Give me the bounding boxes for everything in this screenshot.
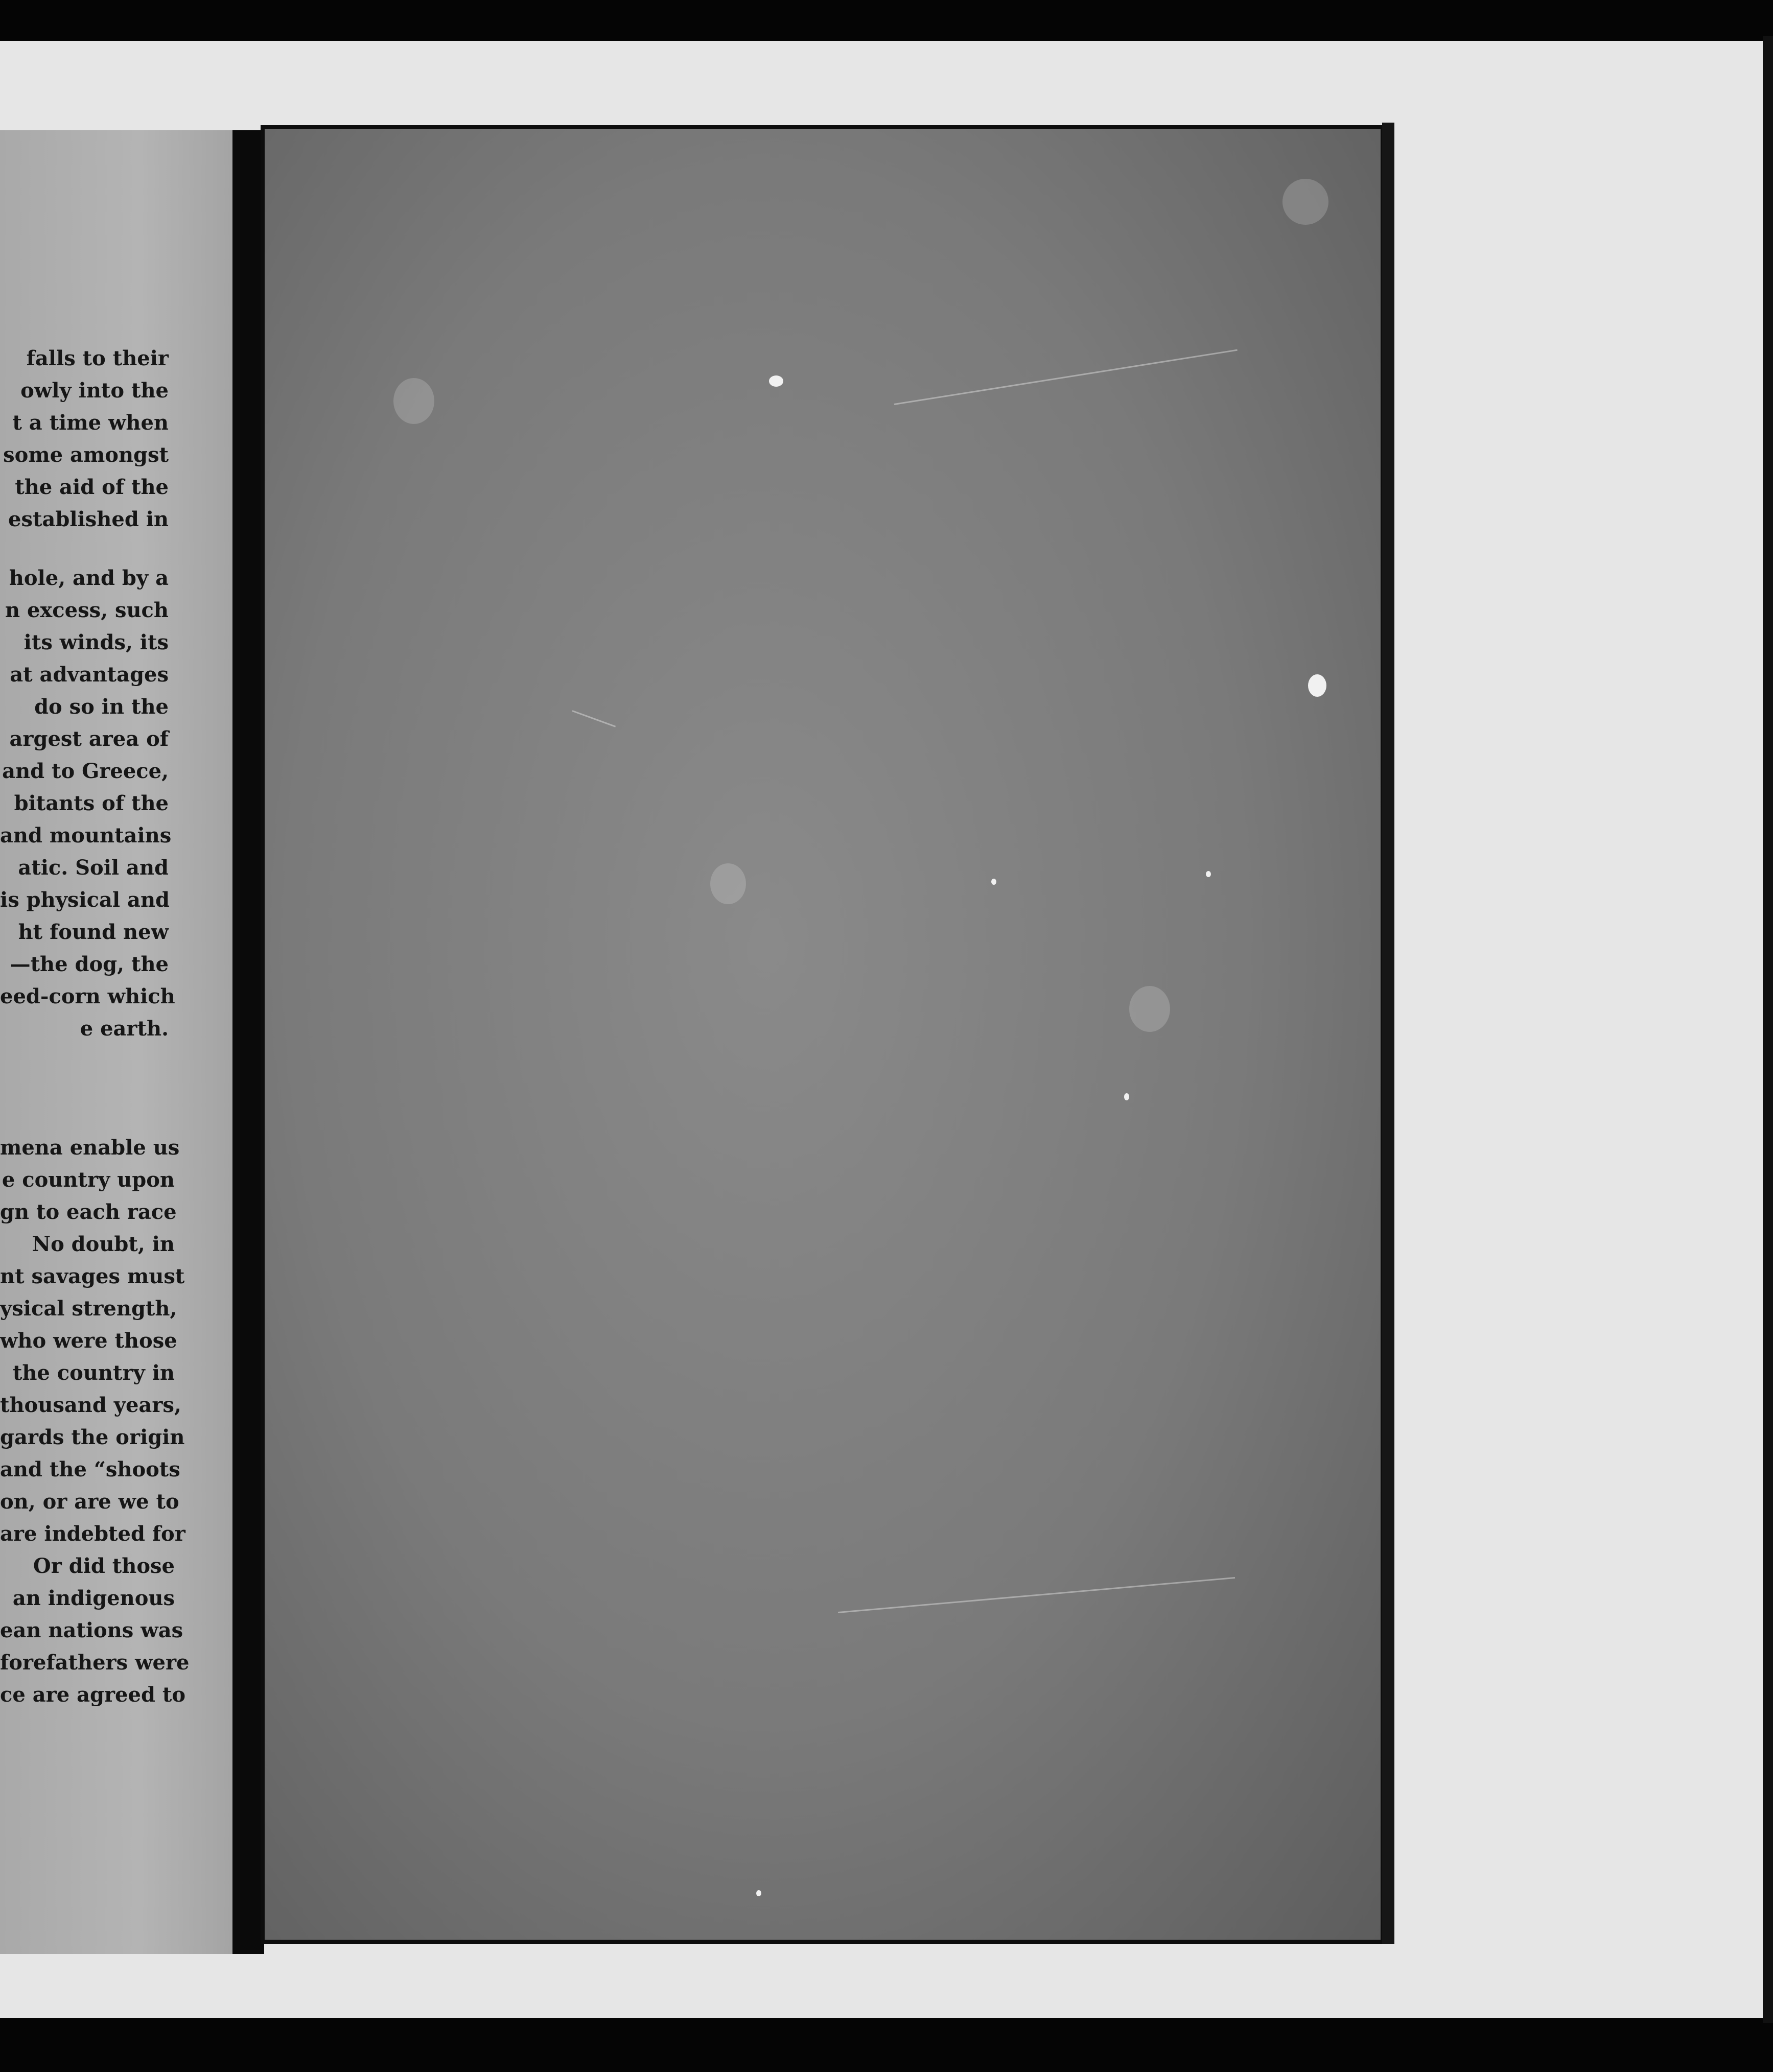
text-line: its winds, its <box>24 630 169 654</box>
text-line: ce are agreed to <box>0 1683 186 1707</box>
text-line: t a time when <box>12 411 169 435</box>
text-line: an indigenous <box>12 1586 175 1610</box>
text-line: No doubt, in <box>32 1232 175 1256</box>
text-line: hole, and by a <box>9 566 169 590</box>
text-line: gards the origin <box>0 1425 185 1449</box>
light-smudge <box>1129 986 1170 1032</box>
text-line: are indebted for <box>0 1522 185 1546</box>
dust-speck <box>769 375 783 387</box>
film-border-bottom <box>0 2018 1773 2072</box>
dust-speck <box>1124 1093 1129 1100</box>
text-line: eed-corn which <box>0 984 175 1008</box>
text-line: ysical strength, <box>0 1297 177 1321</box>
book-gutter <box>232 130 264 1954</box>
text-line: the country in <box>12 1361 175 1385</box>
left-page-text <box>0 342 190 1711</box>
text-line: bitants of the <box>14 791 169 815</box>
text-line: e country upon <box>2 1168 175 1192</box>
text-line: and the “shoots <box>0 1457 180 1481</box>
paragraph-1 <box>0 342 169 535</box>
right-page-edge <box>1382 123 1394 1944</box>
text-line: the aid of the <box>15 475 169 499</box>
text-line: —the dog, the <box>10 952 169 976</box>
text-line: e earth. <box>80 1017 169 1041</box>
dust-speck <box>991 879 996 885</box>
text-line: forefathers were <box>0 1651 190 1675</box>
text-line: who were those <box>0 1329 177 1353</box>
left-page <box>0 130 232 1954</box>
text-line: argest area of <box>9 727 169 751</box>
text-line: thousand years, <box>0 1393 181 1417</box>
dust-speck <box>756 1890 761 1896</box>
paragraph-2 <box>0 562 175 1045</box>
text-line: ht found new <box>18 920 169 944</box>
dust-speck <box>1308 674 1326 697</box>
text-line: atic. Soil and <box>18 856 169 880</box>
text-line: nt savages must <box>0 1264 185 1288</box>
text-line: falls to their <box>26 346 169 370</box>
text-line: ean nations was <box>0 1618 183 1642</box>
paragraph-3 <box>0 1132 190 1711</box>
text-line: some amongst <box>3 443 169 467</box>
light-smudge <box>393 378 434 424</box>
text-line: and to Greece, <box>2 759 169 783</box>
text-line: do so in the <box>34 695 169 719</box>
text-line: n excess, such <box>5 598 169 622</box>
text-line: mena enable us <box>0 1136 180 1160</box>
light-smudge <box>710 863 746 904</box>
text-line: Or did those <box>33 1554 175 1578</box>
text-line: and mountains <box>0 823 172 847</box>
light-smudge <box>1282 179 1328 225</box>
text-line: is physical and <box>0 888 170 912</box>
film-border-right <box>1763 36 1773 2023</box>
dust-speck <box>1206 871 1211 877</box>
text-line: on, or are we to <box>0 1490 179 1514</box>
text-line: owly into the <box>20 379 169 403</box>
film-border-top <box>0 0 1773 41</box>
text-line: at advantages <box>10 663 169 687</box>
text-line: established in <box>8 507 169 531</box>
text-line: gn to each race <box>0 1200 177 1224</box>
